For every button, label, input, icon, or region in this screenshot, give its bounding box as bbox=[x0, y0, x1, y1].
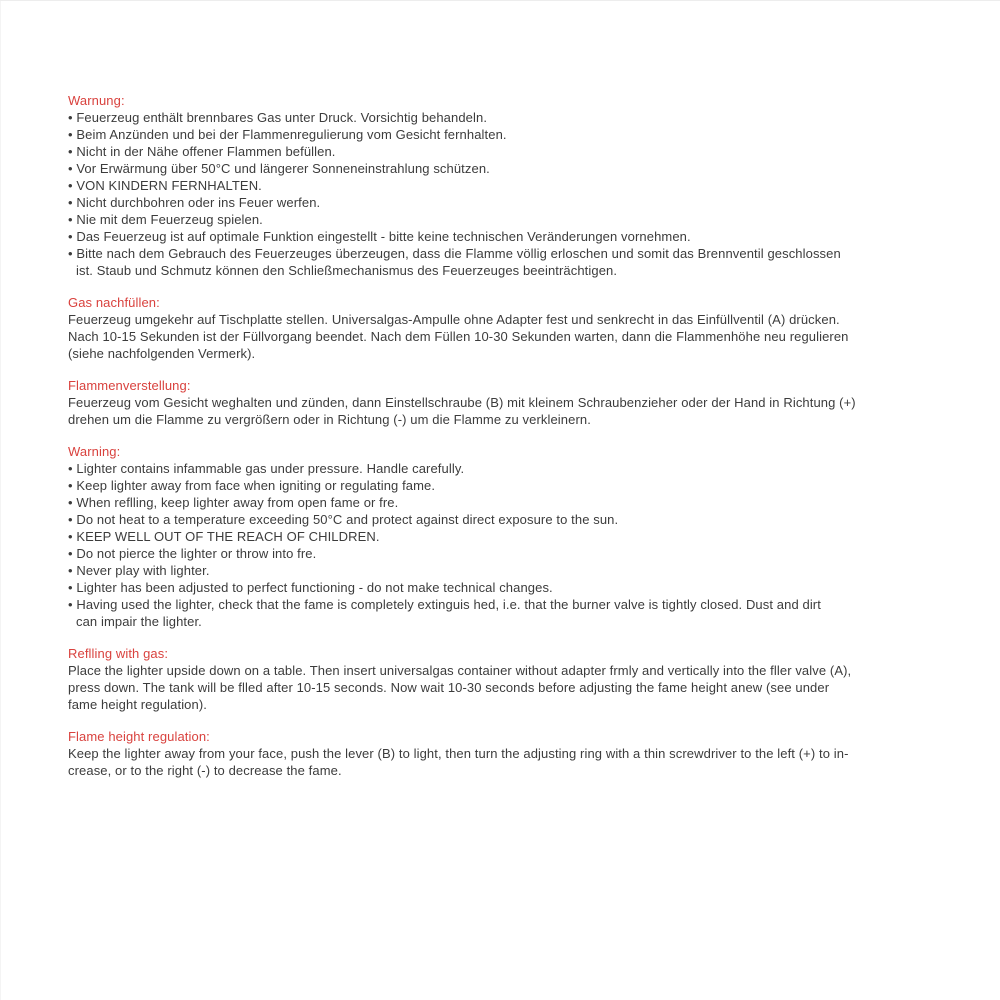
text-line: Feuerzeug umgekehr auf Tischplatte stellen. Universalgas-Ampulle ohne Adapter fest und senkrecht in das Einfüllventil (A) drücken. bbox=[68, 312, 840, 327]
text-line: press down. The tank will be flled after 10-15 seconds. Now wait 10-30 seconds before adjusting the fame height anew (see under bbox=[68, 680, 830, 695]
bullet-line: • Do not heat to a temperature exceeding 50°C and protect against direct exposure to the sun. bbox=[68, 512, 619, 527]
bullet-line: • Keep lighter away from face when igniting or regulating fame. bbox=[68, 478, 436, 493]
instruction-text-block bbox=[68, 92, 928, 794]
bullet-line: • KEEP WELL OUT OF THE REACH OF CHILDREN. bbox=[68, 529, 380, 544]
instruction-section bbox=[68, 728, 928, 779]
text-line: Keep the lighter away from your face, push the lever (B) to light, then turn the adjusting ring with a thin screwdriver to the left (+) to in- bbox=[68, 746, 849, 761]
text-line: can impair the lighter. bbox=[76, 614, 202, 629]
sections bbox=[68, 92, 928, 779]
instruction-section bbox=[68, 92, 928, 279]
bullet-line: • Lighter contains infammable gas under pressure. Handle carefully. bbox=[68, 461, 465, 476]
section-heading: Warnung: bbox=[68, 93, 125, 108]
instruction-section bbox=[68, 443, 928, 630]
bullet-line: • Feuerzeug enthält brennbares Gas unter Druck. Vorsichtig behandeln. bbox=[68, 110, 488, 125]
section-heading: Reflling with gas: bbox=[68, 646, 169, 661]
instruction-section bbox=[68, 294, 928, 362]
bullet-line: • Do not pierce the lighter or throw into fre. bbox=[68, 546, 317, 561]
text-line: crease, or to the right (-) to decrease the fame. bbox=[68, 763, 342, 778]
section-heading: Gas nachfüllen: bbox=[68, 295, 160, 310]
bullet-line: • VON KINDERN FERNHALTEN. bbox=[68, 178, 262, 193]
bullet-line: • Vor Erwärmung über 50°C und längerer Sonneneinstrahlung schützen. bbox=[68, 161, 490, 176]
section-heading: Flame height regulation: bbox=[68, 729, 210, 744]
bullet-line: • Having used the lighter, check that the fame is completely extinguis hed, i.e. that the burner valve is tightly closed. Dust and dirt bbox=[68, 597, 821, 612]
text-line: Place the lighter upside down on a table. Then insert universalgas container without adapter frmly and vertically into the fller valve (A), bbox=[68, 663, 852, 678]
bullet-line: • Lighter has been adjusted to perfect functioning - do not make technical changes. bbox=[68, 580, 553, 595]
section-heading: Warning: bbox=[68, 444, 121, 459]
bullet-line: • Das Feuerzeug ist auf optimale Funktion eingestellt - bitte keine technischen Veränderungen vornehmen. bbox=[68, 229, 691, 244]
text-line: Feuerzeug vom Gesicht weghalten und zünden, dann Einstellschraube (B) mit kleinem Schraubenzieher oder der Hand in Richtung (+) bbox=[68, 395, 856, 410]
section-heading: Flammenverstellung: bbox=[68, 378, 191, 393]
bullet-line: • Nicht durchbohren oder ins Feuer werfen. bbox=[68, 195, 321, 210]
bullet-line: • When reflling, keep lighter away from open fame or fre. bbox=[68, 495, 399, 510]
instruction-section bbox=[68, 377, 928, 428]
text-line: (siehe nachfolgenden Vermerk). bbox=[68, 346, 256, 361]
text-line: fame height regulation). bbox=[68, 697, 207, 712]
bullet-line: • Nie mit dem Feuerzeug spielen. bbox=[68, 212, 263, 227]
instruction-section bbox=[68, 645, 928, 713]
bullet-line: • Never play with lighter. bbox=[68, 563, 210, 578]
text-line: Nach 10-15 Sekunden ist der Füllvorgang beendet. Nach dem Füllen 10-30 Sekunden warten, dann die Flammenhöhe neu regulieren bbox=[68, 329, 849, 344]
bullet-line: • Bitte nach dem Gebrauch des Feuerzeuges überzeugen, dass die Flamme völlig erloschen und somit das Brennventil geschlossen bbox=[68, 246, 841, 261]
text-line: ist. Staub und Schmutz können den Schließmechanismus des Feuerzeuges beeinträchtigen. bbox=[76, 263, 618, 278]
text-line: drehen um die Flamme zu vergrößern oder in Richtung (-) um die Flamme zu verkleinern. bbox=[68, 412, 591, 427]
bullet-line: • Beim Anzünden und bei der Flammenregulierung vom Gesicht fernhalten. bbox=[68, 127, 507, 142]
bullet-line: • Nicht in der Nähe offener Flammen befüllen. bbox=[68, 144, 336, 159]
